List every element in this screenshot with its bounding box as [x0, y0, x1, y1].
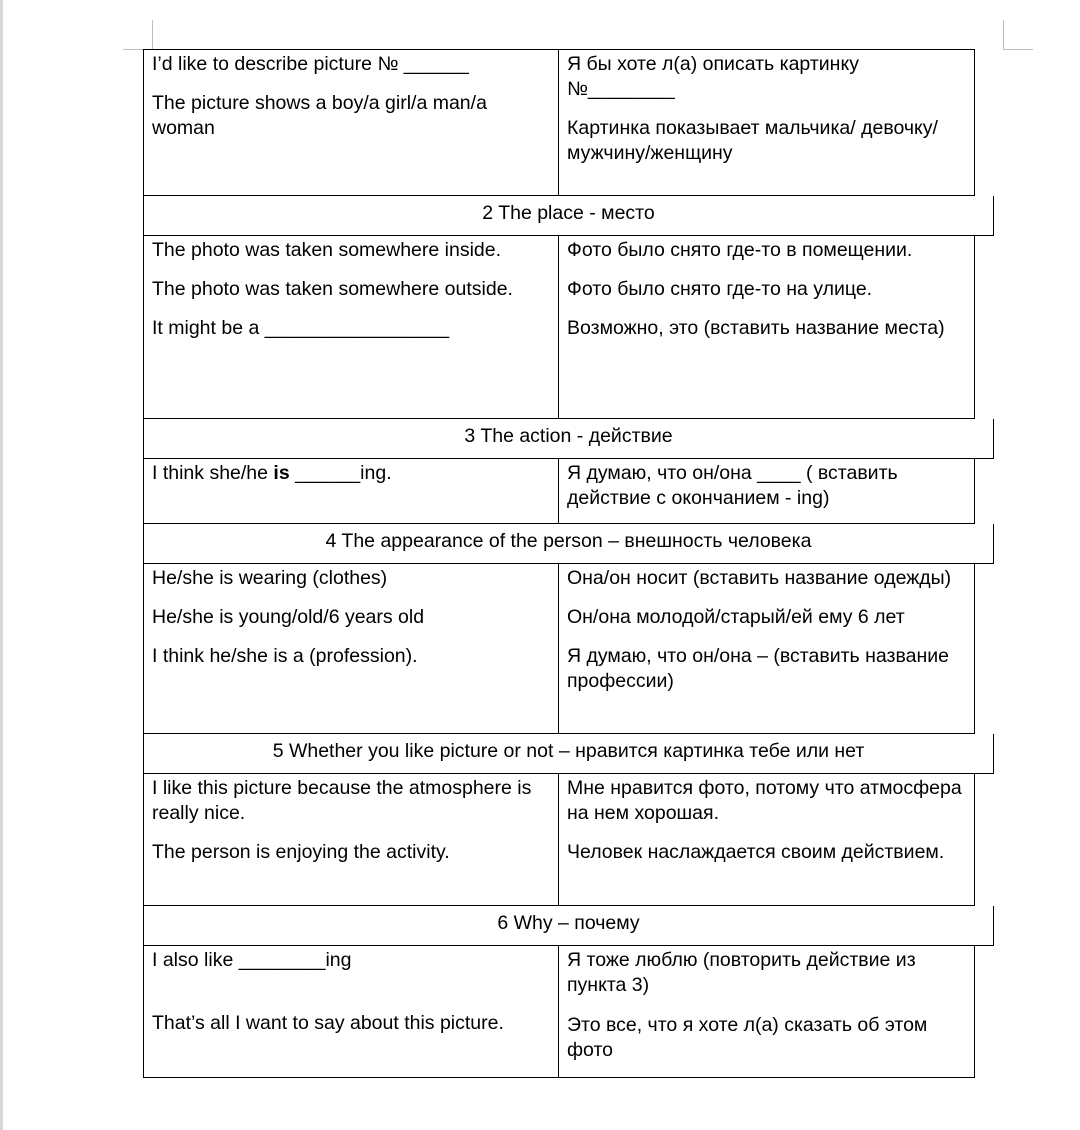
russian-cell	[559, 564, 974, 733]
russian-phrase: Фото было снято где-то на улице.	[567, 278, 873, 300]
section-header-appearance: 4 The appearance of the person – внешность человека	[143, 524, 994, 564]
english-cell	[144, 236, 559, 418]
bold-verb: is	[273, 462, 290, 484]
english-phrase: I like this picture because the atmosphere is really nice.	[152, 777, 532, 824]
russian-phrase: Это все, что я хоте л(а) сказать об этом фото	[567, 1014, 928, 1061]
english-cell	[144, 459, 559, 523]
table-row-intro	[143, 49, 975, 196]
table-row-opinion	[143, 774, 975, 906]
russian-cell	[559, 946, 974, 1077]
english-phrase: He/she is wearing (clothes)	[152, 567, 388, 589]
crop-mark-right-horizontal	[1003, 49, 1033, 50]
english-phrase: I also like ________ing	[152, 949, 352, 971]
section-header-place: 2 The place - место	[143, 196, 994, 236]
russian-cell	[559, 236, 974, 418]
russian-phrase: Я бы хоте л(а) описать картинку №________	[567, 53, 859, 100]
section-header-why: 6 Why – почему	[143, 906, 994, 946]
phrase-table	[143, 49, 994, 1078]
english-phrase: I’d like to describe picture № ______	[152, 53, 469, 75]
russian-phrase: Человек наслаждается своим действием.	[567, 841, 945, 863]
phrase-suffix: ______ing.	[289, 462, 392, 484]
english-phrase: The photo was taken somewhere outside.	[152, 278, 513, 300]
russian-phrase: Я тоже люблю (повторить действие из пункта 3)	[567, 949, 916, 996]
page-edge	[0, 0, 3, 1130]
russian-phrase: Возможно, это (вставить название места)	[567, 317, 945, 339]
english-cell	[144, 564, 559, 733]
english-phrase: I think he/she is a (profession).	[152, 645, 418, 667]
russian-phrase: Мне нравится фото, потому что атмосфера на нем хорошая.	[567, 777, 962, 824]
english-phrase: The photo was taken somewhere inside.	[152, 239, 502, 261]
english-phrase: The picture shows a boy/a girl/a man/a woman	[152, 92, 487, 139]
russian-phrase: Я думаю, что он/она ____ ( вставить действие с окончанием - ing)	[567, 462, 898, 509]
russian-cell	[559, 459, 974, 523]
russian-cell	[559, 50, 974, 195]
english-phrase: He/she is young/old/6 years old	[152, 606, 425, 628]
table-row-why	[143, 946, 975, 1078]
crop-mark-left-vertical	[152, 20, 153, 49]
english-phrase	[152, 461, 550, 486]
english-cell	[144, 774, 559, 905]
english-phrase: The person is enjoying the activity.	[152, 841, 450, 863]
phrase-prefix: I think she/he	[152, 462, 274, 484]
table-row-action	[143, 459, 975, 524]
russian-phrase: Он/она молодой/старый/ей ему 6 лет	[567, 606, 905, 628]
english-phrase: It might be a _________________	[152, 317, 450, 339]
english-cell	[144, 946, 559, 1077]
crop-mark-right-vertical	[1003, 20, 1004, 49]
russian-phrase: Она/он носит (вставить название одежды)	[567, 567, 952, 589]
russian-phrase: Фото было снято где-то в помещении.	[567, 239, 913, 261]
english-phrase: That’s all I want to say about this picture.	[152, 1012, 504, 1034]
table-row-appearance	[143, 564, 975, 734]
section-header-opinion: 5 Whether you like picture or not – нравится картинка тебе или нет	[143, 734, 994, 774]
section-header-action: 3 The action - действие	[143, 419, 994, 459]
crop-mark-left-horizontal	[123, 49, 143, 50]
english-cell	[144, 50, 559, 195]
table-row-place	[143, 236, 975, 419]
russian-cell	[559, 774, 974, 905]
russian-phrase: Картинка показывает мальчика/ девочку/мужчину/женщину	[567, 117, 938, 164]
russian-phrase: Я думаю, что он/она – (вставить название профессии)	[567, 645, 949, 692]
